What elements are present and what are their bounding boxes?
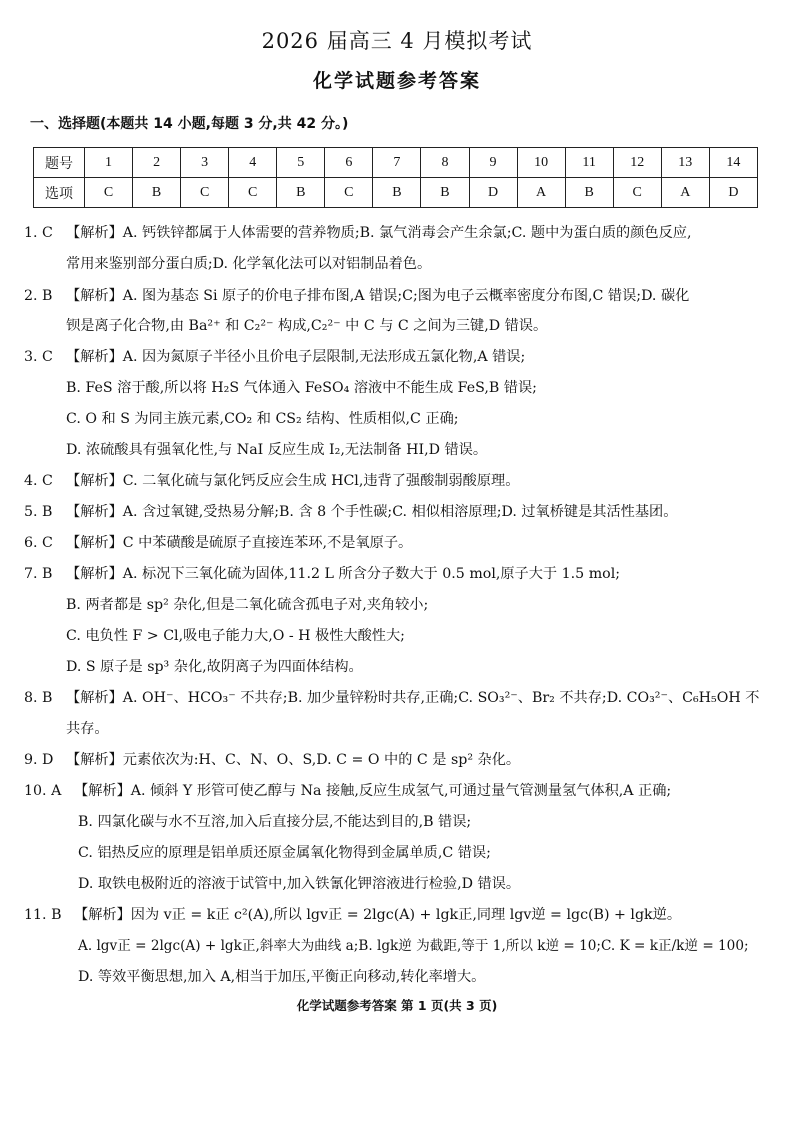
answer-option-cell: D xyxy=(709,178,757,208)
explanation-line: A. lgv正 = 2lgc(A) + lgk正,斜率大为曲线 a;B. lgk逆 为截距,等于 1,所以 k逆 = 10;C. K = k正/k逆 = 100; xyxy=(78,938,749,954)
explanation-line: 【解析】A. 钙铁锌都属于人体需要的营养物质;B. 氯气消毒会产生余氯;C. 题中为蛋白质的颜色反应, xyxy=(66,225,692,241)
item-number: 3. C xyxy=(24,349,53,365)
question-number-cell: 2 xyxy=(133,148,181,178)
question-number-cell: 6 xyxy=(325,148,373,178)
explanation-line: D. 等效平衡思想,加入 A,相当于加压,平衡正向移动,转化率增大。 xyxy=(78,969,486,985)
item-number: 7. B xyxy=(24,566,53,582)
answer-option-cell: B xyxy=(565,178,613,208)
item-number: 5. B xyxy=(24,504,53,520)
answer-option-cell: C xyxy=(325,178,373,208)
explanation-line: D. 浓硫酸具有强氧化性,与 NaI 反应生成 I₂,无法制备 HI,D 错误。 xyxy=(66,442,488,458)
question-number-cell: 5 xyxy=(277,148,325,178)
row-label-number: 题号 xyxy=(34,148,85,178)
page-footer: 化学试题参考答案 第 1 页(共 3 页) xyxy=(296,998,498,1013)
row-label-option: 选项 xyxy=(34,178,85,208)
item-number: 4. C xyxy=(24,473,53,489)
answer-option-cell: B xyxy=(373,178,421,208)
answer-option-cell: C xyxy=(181,178,229,208)
explanation-line: 常用来鉴别部分蛋白质;D. 化学氧化法可以对铝制品着色。 xyxy=(66,256,432,272)
explanation-line: 【解析】A. 标况下三氧化硫为固体,11.2 L 所含分子数大于 0.5 mol,原子大于 1.5 mol; xyxy=(66,566,621,582)
question-number-cell: 4 xyxy=(229,148,277,178)
answer-option-cell: C xyxy=(229,178,277,208)
answer-option-cell: B xyxy=(277,178,325,208)
item-number: 8. B xyxy=(24,690,53,706)
question-number-cell: 8 xyxy=(421,148,469,178)
question-number-cell: 3 xyxy=(181,148,229,178)
question-number-cell: 13 xyxy=(661,148,709,178)
explanation-line: 【解析】元素依次为:H、C、N、O、S,D. C = O 中的 C 是 sp² 杂化。 xyxy=(66,752,521,768)
explanation-line: D. 取铁电极附近的溶液于试管中,加入铁氰化钾溶液进行检验,D 错误。 xyxy=(78,876,521,892)
item-number: 6. C xyxy=(24,535,53,551)
explanation-line: D. S 原子是 sp³ 杂化,故阴离子为四面体结构。 xyxy=(66,659,363,675)
section-heading: 一、选择题(本题共 14 小题,每题 3 分,共 42 分。) xyxy=(30,116,349,132)
page-title: 2026 届高三 4 月模拟考试 xyxy=(261,29,533,53)
question-number-cell: 10 xyxy=(517,148,565,178)
item-number: 11. B xyxy=(24,907,62,923)
explanation-line: 【解析】A. 图为基态 Si 原子的价电子排布图,A 错误;C;图为电子云概率密度分布图,C 错误;D. 碳化 xyxy=(66,288,690,304)
question-number-cell: 14 xyxy=(709,148,757,178)
answer-option-cell: D xyxy=(469,178,517,208)
answer-table-number-row xyxy=(34,148,758,178)
answer-option-cell: A xyxy=(517,178,565,208)
explanation-line: 【解析】A. OH⁻、HCO₃⁻ 不共存;B. 加少量锌粉时共存,正确;C. SO₃²⁻、Br₂ 不共存;D. CO₃²⁻、C₆H₅OH 不 xyxy=(66,690,760,706)
answer-option-cell: B xyxy=(421,178,469,208)
item-number: 9. D xyxy=(24,752,54,768)
question-number-cell: 9 xyxy=(469,148,517,178)
answer-table xyxy=(33,147,758,208)
answer-option-cell: A xyxy=(661,178,709,208)
explanation-line: 【解析】A. 因为氮原子半径小且价电子层限制,无法形成五氯化物,A 错误; xyxy=(66,349,526,365)
question-number-cell: 11 xyxy=(565,148,613,178)
explanation-line: 【解析】A. 含过氧键,受热易分解;B. 含 8 个手性碳;C. 相似相溶原理;D. 过氧桥键是其活性基团。 xyxy=(66,504,678,520)
explanation-line: C. 电负性 F > Cl,吸电子能力大,O - H 极性大酸性大; xyxy=(66,628,405,644)
answer-table-option-row xyxy=(34,178,758,208)
explanation-line: 共存。 xyxy=(66,721,109,737)
item-number: 2. B xyxy=(24,288,53,304)
question-number-cell: 7 xyxy=(373,148,421,178)
explanation-line: 【解析】C. 二氧化硫与氯化钙反应会生成 HCl,违背了强酸制弱酸原理。 xyxy=(66,473,520,489)
explanation-line: C. O 和 S 为同主族元素,CO₂ 和 CS₂ 结构、性质相似,C 正确; xyxy=(66,411,459,427)
question-number-cell: 1 xyxy=(85,148,133,178)
explanation-line: B. 四氯化碳与水不互溶,加入后直接分层,不能达到目的,B 错误; xyxy=(78,814,472,830)
explanation-line: 钡是离子化合物,由 Ba²⁺ 和 C₂²⁻ 构成,C₂²⁻ 中 C 与 C 之间为三键,D 错误。 xyxy=(66,318,548,334)
answer-option-cell: C xyxy=(613,178,661,208)
item-number: 10. A xyxy=(24,783,62,799)
page-subtitle: 化学试题参考答案 xyxy=(312,70,481,92)
item-number: 1. C xyxy=(24,225,53,241)
explanation-line: 【解析】C 中苯磺酸是硫原子直接连苯环,不是氧原子。 xyxy=(66,535,413,551)
explanation-line: B. 两者都是 sp² 杂化,但是二氧化硫含孤电子对,夹角较小; xyxy=(66,597,429,613)
explanation-line: 【解析】A. 倾斜 Y 形管可使乙醇与 Na 接触,反应生成氢气,可通过量气管测量氢气体积,A 正确; xyxy=(74,783,672,799)
answer-option-cell: B xyxy=(133,178,181,208)
explanation-line: C. 铝热反应的原理是铝单质还原金属氧化物得到金属单质,C 错误; xyxy=(78,845,491,861)
question-number-cell: 12 xyxy=(613,148,661,178)
explanation-line: B. FeS 溶于酸,所以将 H₂S 气体通入 FeSO₄ 溶液中不能生成 FeS,B 错误; xyxy=(66,380,537,396)
explanation-line: 【解析】因为 v正 = k正 c²(A),所以 lgv正 = 2lgc(A) + lgk正,同理 lgv逆 = lgc(B) + lgk逆。 xyxy=(74,907,682,923)
answer-option-cell: C xyxy=(85,178,133,208)
